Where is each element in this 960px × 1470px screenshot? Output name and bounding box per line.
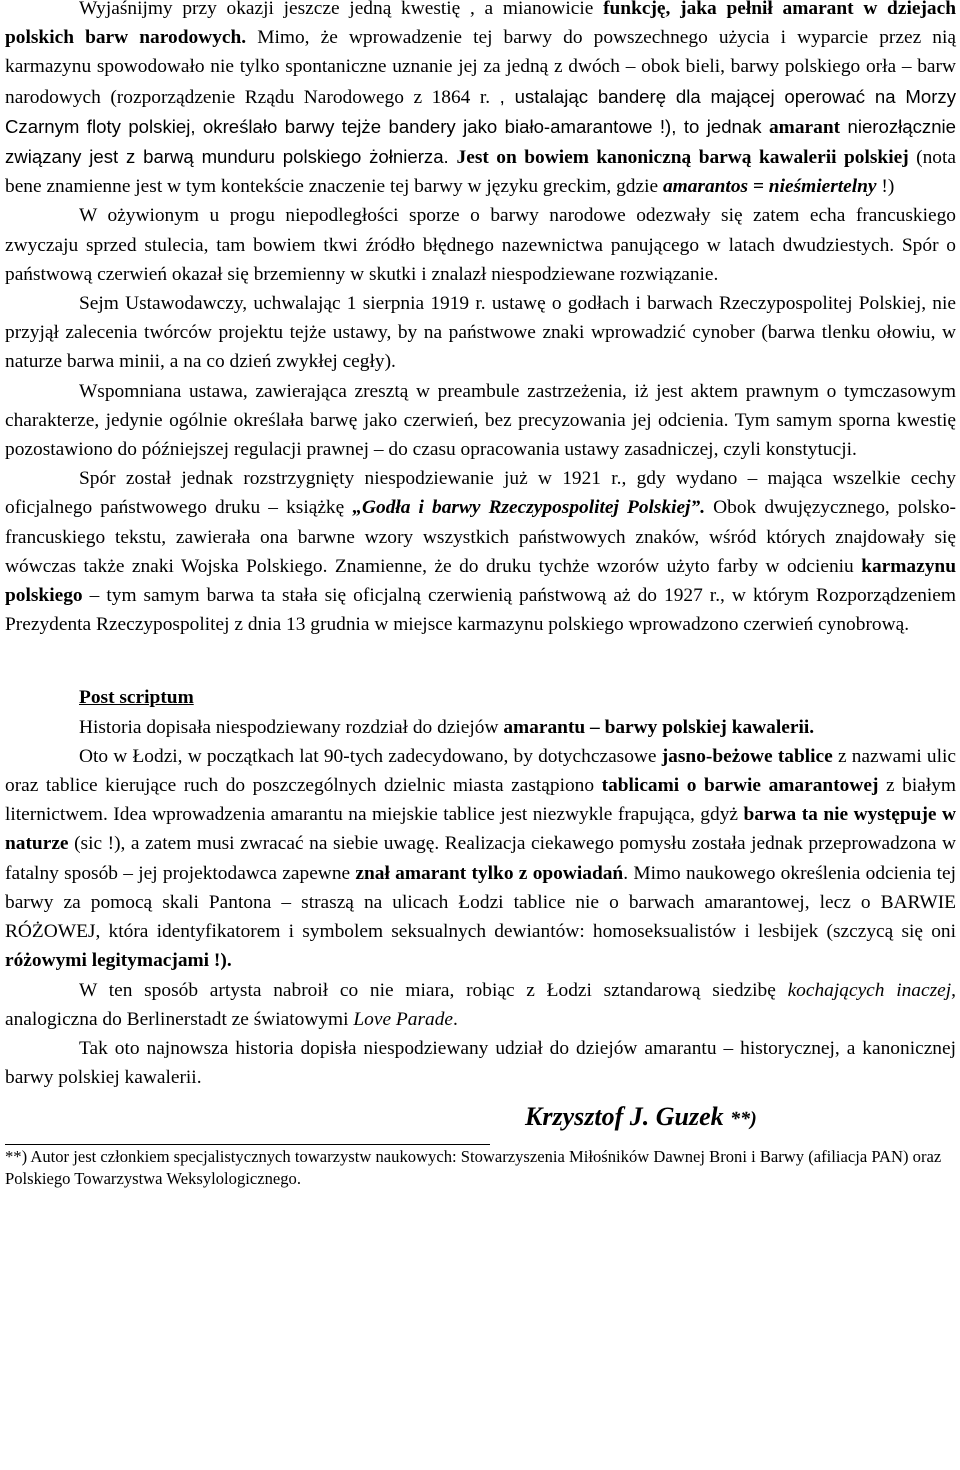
footnote-divider bbox=[5, 1144, 490, 1145]
bold-run: Jest on bowiem kanoniczną barwą kawalerii polskiej bbox=[456, 147, 909, 169]
text-run: – tym samym barwa ta stała się oficjalną czerwienią państwową aż do 1927 r., w którym Rozporządzeniem Prezydenta Rzeczypospolitej z dnia 13 grudnia w miejsce karmazynu polskiego wprowadzono czerwień cynobrową. bbox=[5, 585, 956, 636]
footnote-marker: **) bbox=[730, 1108, 757, 1131]
text-run: (sic !), a zatem musi zwracać na siebie uwagę. Realizacja ciekawego pomysłu została jednak przeprowadzona w fatalny sposób – jej projektodawca zapewne bbox=[5, 833, 956, 884]
sans-run: , ustalając banderę dla mającej operować na Morzy Czarnym floty polskiej, określało barwy tejże bandery jako biało-amarantowe !), to jednak bbox=[5, 85, 956, 137]
text-run: z nazwami ulic oraz tablice kierujące ruch do poszczególnych dzielnic miasta zastąpiono bbox=[5, 745, 956, 797]
bold-run: barwa ta nie występuje w naturze bbox=[5, 804, 956, 855]
paragraph-statute: Wspomniana ustawa, zawierająca zresztą w preambule zastrzeżenia, iż jest aktem prawnym o tymczasowym charakterze, jedynie ogólnie określała barwę jako czerwień, bez precyzowania jej odcienia. Tym samym sporna kwestię pozostawiono do późniejszej regulacji prawnej – do czasu opracowania ustawy zasadniczej, czyli konstytucji. bbox=[5, 380, 956, 461]
text-run: Oto w Łodzi, w początkach lat 90-tych zadecydowano, by dotychczasowe bbox=[79, 745, 662, 767]
paragraph-conclusion: Tak oto najnowsza historia dopisła niespodziewany udział do dziejów amarantu – historycznej, a kanonicznej barwy polskiej kawalerii. bbox=[5, 1037, 956, 1089]
text-run: Obok dwujęzycznego, polsko-francuskiego tekstu, zawierała ona barwne wzory wszystkich państwowych znaków, wśród których znajdowały się wówczas także znaki Wojska Polskiego. Znamienne, że do druku tychże wzorów użyto farby w odcieniu bbox=[5, 497, 957, 577]
paragraph-ps-intro bbox=[5, 713, 956, 742]
italic-run: Love Parade bbox=[353, 1008, 454, 1030]
footnote: **) Autor jest członkiem specjalistycznych towarzystw naukowych: Stowarzyszenia Miłośników Dawnej Broni i Barwy (afiliacja PAN) oraz Polskiego Towarzystwa Weksylologicznego. bbox=[5, 1147, 942, 1189]
bold-run: jasno-beżowe tablice bbox=[661, 745, 833, 767]
italic-run: kochających inaczej bbox=[787, 979, 952, 1001]
paragraph-1921 bbox=[5, 464, 956, 639]
paragraph-lodz bbox=[5, 742, 956, 976]
bold-run: amarantu – barwy polskiej kawalerii. bbox=[503, 716, 815, 738]
text-run: . bbox=[453, 1008, 458, 1030]
book-title: „Godła i barwy Rzeczypospolitej Polskiej”. bbox=[352, 497, 706, 519]
bold-run: znał amarant tylko z opowiadań bbox=[355, 862, 624, 884]
bold-run: karmazynu polskiego bbox=[5, 555, 956, 607]
text-run: Mimo, że wprowadzenie tej barwy do powszechnego użycia i wyparcie przez nią karmazynu spowodowało nie tylko spontaniczne uznanie jej za jedną z dwóch – obok bieli, barwy polskiego orła – barw narodowych (rozporządzenie Rządu Narodowego z 1864 r. bbox=[5, 27, 956, 108]
paragraph-artist bbox=[5, 976, 956, 1034]
bold-run: funkcję, jaka pełnił amarant w dziejach polskich barw narodowych. bbox=[5, 0, 956, 49]
text-run: W ten sposób artysta nabroił co nie miara, robiąc z Łodzi sztandarową siedzibę bbox=[79, 979, 788, 1001]
bold-run: tablicami o barwie amarantowej bbox=[601, 775, 879, 797]
author-signature bbox=[5, 1100, 956, 1136]
post-scriptum-heading: Post scriptum bbox=[79, 687, 194, 709]
bold-run: amarant bbox=[768, 116, 841, 138]
section-gap bbox=[5, 639, 956, 683]
text-run: Wyjaśnijmy przy okazji jeszcze jedną kwestię , a mianowicie bbox=[79, 0, 604, 19]
text-run: Spór został jednak rozstrzygnięty niespodziewanie już w 1921 r., gdy wydano – mająca wszelkie cechy oficjalnego państwowego druku – książkę bbox=[5, 468, 956, 519]
text-run: (nota bene znamienne jest w tym kontekście znaczenie tej barwy w języku greckim, gdzie bbox=[5, 147, 957, 198]
text-run: . Mimo naukowego określenia odcienia tej barwy za pomocą skali Pantona – straszą na ulicach Łodzi tablice nie o barwach amarantowej, lecz o BARWIE RÓŻOWEJ, która identyfikatorem i symbolem seksualnych dewiantów: homoseksualistów i lesbijek (szczycą się oni bbox=[5, 862, 956, 943]
bold-run: różowymi legitymacjami !). bbox=[5, 950, 232, 972]
text-run: z białym liternictwem. Idea wprowadzenia amarantu na miejskie tablice jest niezwykle frapująca, gdyż bbox=[5, 775, 956, 826]
bold-italic-run: amarantos = nieśmiertelny bbox=[662, 176, 877, 198]
text-run: !) bbox=[876, 176, 895, 198]
text-run: Historia dopisała niespodziewany rozdział do dziejów bbox=[79, 716, 504, 738]
text-run: , analogiczna do Berlinerstadt ze światowymi bbox=[5, 979, 957, 1030]
paragraph-amarant-function bbox=[5, 0, 956, 201]
sans-run: nierozłącznie związany jest z barwą munduru polskiego żołnierza. bbox=[5, 115, 957, 168]
author-name: Krzysztof J. Guzek bbox=[525, 1102, 724, 1132]
paragraph-sejm: Sejm Ustawodawczy, uchwalając 1 sierpnia 1919 r. ustawę o godłach i barwach Rzeczypospolitej Polskiej, nie przyjął zalecenia twórców projektu tejże ustawy, by na państwowe znaki wprowadzić cynober (barwa tlenku ołowiu, w naturze barwa minii, a na co dzień zwykłej cegły). bbox=[5, 293, 956, 373]
paragraph-dispute: W ożywionym u progu niepodległości sporze o barwy narodowe odezwały się zatem echa francuskiego zwyczaju sprzed stulecia, tam bowiem tkwi źródło błędnego nazewnictwa panującego w latach dwudziestych. Spór o państwową czerwień okazał się brzemienny w skutki i znalazł niespodziewane rozwiązanie. bbox=[5, 205, 956, 285]
